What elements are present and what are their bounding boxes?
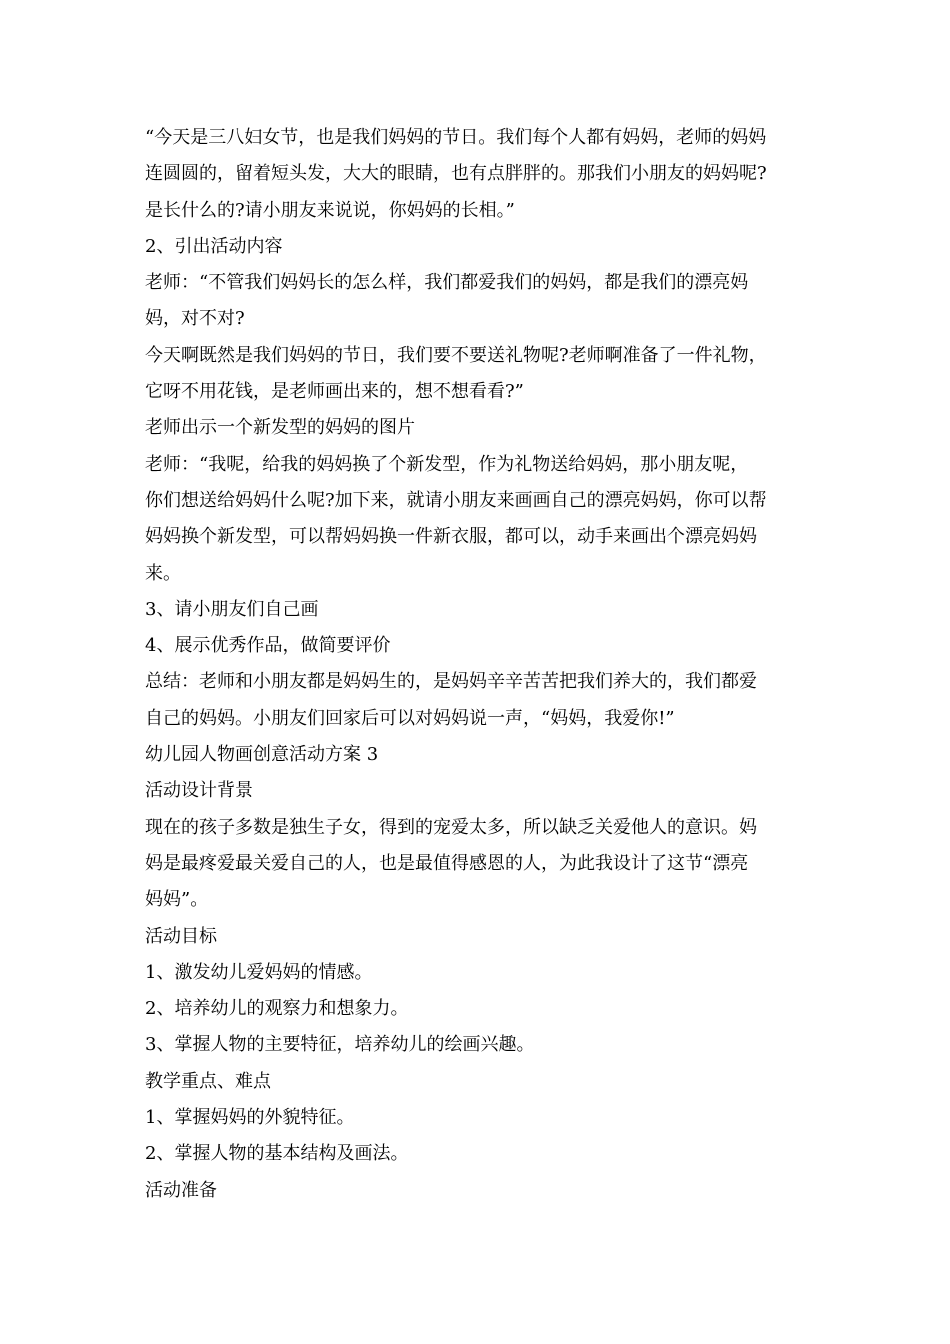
list-item: 2、掌握人物的基本结构及画法。 <box>145 1143 409 1165</box>
text-line: 妈妈换个新发型，可以帮妈妈换一件新衣服，都可以，动手来画出个漂亮妈妈 <box>145 526 757 548</box>
text-line: 你们想送给妈妈什么呢?加下来，就请小朋友来画画自己的漂亮妈妈，你可以帮 <box>145 489 767 511</box>
list-item: 1、激发幼儿爱妈妈的情感。 <box>145 961 373 983</box>
document-page <box>145 120 810 1209</box>
list-item: 3、掌握人物的主要特征，培养幼儿的绘画兴趣。 <box>145 1034 535 1056</box>
text-line: “今天是三八妇女节，也是我们妈妈的节日。我们每个人都有妈妈，老师的妈妈 <box>145 127 767 148</box>
section-heading: 活动设计背景 <box>145 780 253 802</box>
section-heading: 活动准备 <box>145 1179 217 1201</box>
text-line: 自己的妈妈。小朋友们回家后可以对妈妈说一声，“妈妈，我爱你!” <box>145 707 675 729</box>
text-line: 妈，对不对? <box>145 308 245 330</box>
text-line: 现在的孩子多数是独生子女，得到的宠爱太多，所以缺乏关爱他人的意识。妈 <box>145 816 757 838</box>
text-line: 它呀不用花钱，是老师画出来的，想不想看看?” <box>145 381 524 403</box>
section-heading: 教学重点、难点 <box>145 1070 271 1092</box>
text-line: 老师：“不管我们妈妈长的怎么样，我们都爱我们的妈妈，都是我们的漂亮妈 <box>145 272 749 294</box>
text-line: 来。 <box>145 562 181 584</box>
text-line: 老师出示一个新发型的妈妈的图片 <box>145 417 415 439</box>
section-heading: 4、展示优秀作品，做简要评价 <box>145 635 391 657</box>
text-line: 今天啊既然是我们妈妈的节日，我们要不要送礼物呢?老师啊准备了一件礼物， <box>145 344 767 366</box>
document-title: 幼儿园人物画创意活动方案 3 <box>145 744 379 766</box>
text-line: 是长什么的?请小朋友来说说，你妈妈的长相。” <box>145 199 515 221</box>
section-heading: 3、请小朋友们自己画 <box>145 598 319 620</box>
section-heading: 活动目标 <box>145 925 217 947</box>
list-item: 1、掌握妈妈的外貌特征。 <box>145 1107 355 1129</box>
text-line: 总结：老师和小朋友都是妈妈生的，是妈妈辛辛苦苦把我们养大的，我们都爱 <box>145 671 757 693</box>
text-line: 妈是最疼爱最关爱自己的人，也是最值得感恩的人，为此我设计了这节“漂亮 <box>145 852 749 874</box>
text-line: 连圆圆的，留着短头发，大大的眼睛，也有点胖胖的。那我们小朋友的妈妈呢? <box>145 163 767 185</box>
text-line: 妈妈”。 <box>145 889 209 911</box>
text-line: 老师：“我呢，给我的妈妈换了个新发型，作为礼物送给妈妈，那小朋友呢， <box>145 453 749 475</box>
list-item: 2、培养幼儿的观察力和想象力。 <box>145 998 409 1020</box>
section-heading: 2、引出活动内容 <box>145 235 283 257</box>
